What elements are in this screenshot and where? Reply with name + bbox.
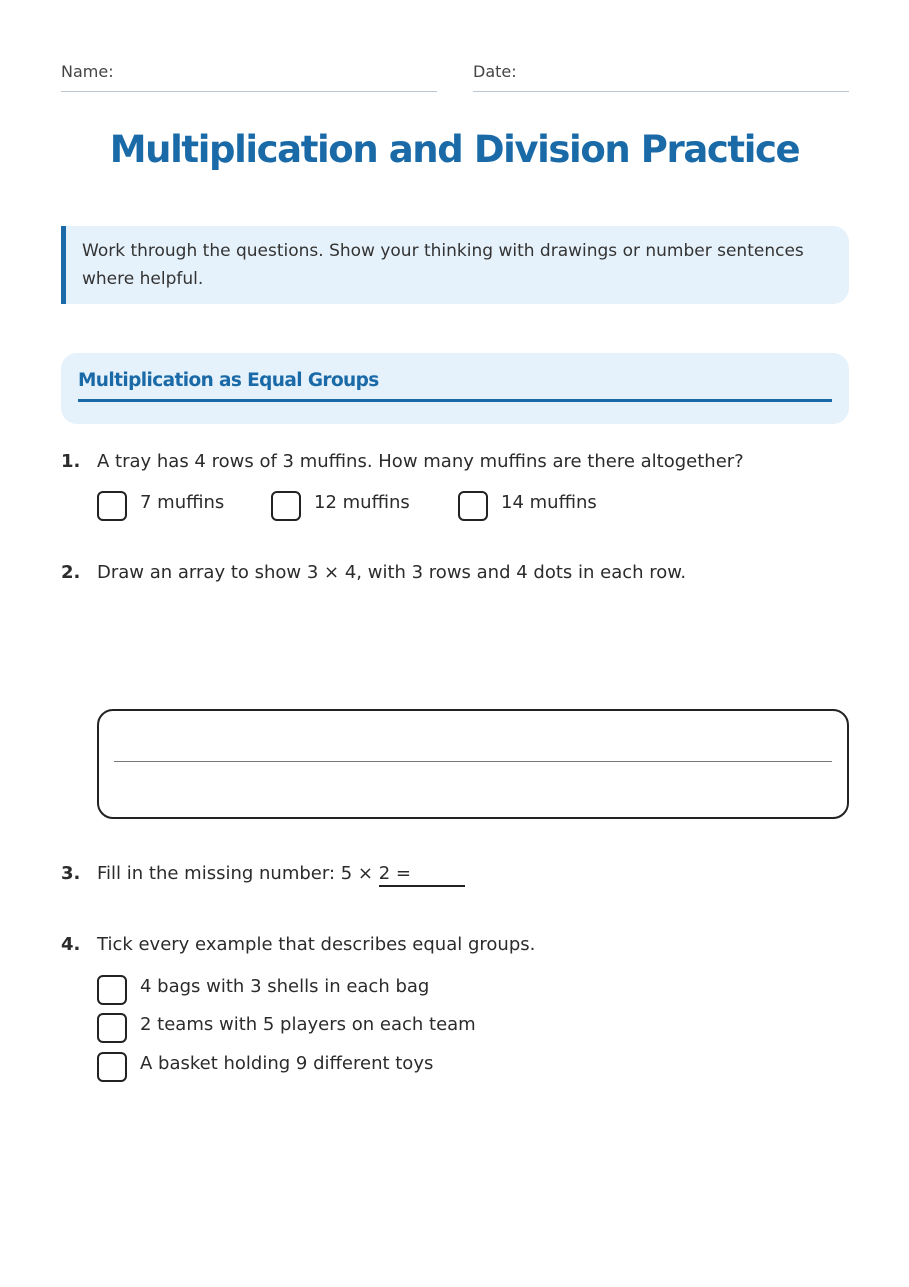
question-number: 1.	[61, 451, 81, 472]
name-label: Name:	[61, 62, 114, 81]
checkbox[interactable]	[458, 491, 488, 521]
section-header	[61, 353, 849, 424]
checkbox[interactable]	[97, 1052, 127, 1082]
question-number: 2.	[61, 562, 81, 583]
date-field[interactable]	[473, 62, 849, 92]
section-title: Multiplication as Equal Groups	[78, 370, 832, 402]
page-title: Multiplication and Division Practice	[109, 128, 800, 171]
date-label: Date:	[473, 62, 517, 81]
option-label: 14 muffins	[501, 492, 597, 513]
answer-blank[interactable]	[379, 885, 465, 887]
question-text: Draw an array to show 3 × 4, with 3 rows and 4 dots in each row.	[97, 562, 687, 583]
question-text: Fill in the missing number: 5 × 2 =	[97, 863, 411, 884]
answer-box[interactable]	[97, 709, 849, 819]
question-text: Tick every example that describes equal groups.	[97, 934, 536, 955]
option-label: 12 muffins	[314, 492, 410, 513]
answer-line	[114, 761, 832, 762]
checkbox[interactable]	[97, 491, 127, 521]
question-number: 4.	[61, 934, 81, 955]
checkbox[interactable]	[97, 1013, 127, 1043]
checkbox[interactable]	[271, 491, 301, 521]
option-label: 2 teams with 5 players on each team	[140, 1014, 476, 1035]
name-field[interactable]	[61, 62, 437, 92]
option-label: 4 bags with 3 shells in each bag	[140, 976, 430, 997]
checkbox[interactable]	[97, 975, 127, 1005]
question-text: A tray has 4 rows of 3 muffins. How many muffins are there altogether?	[97, 451, 744, 472]
instructions-callout: Work through the questions. Show your thinking with drawings or number sentences where helpful.	[61, 226, 849, 304]
option-label: A basket holding 9 different toys	[140, 1053, 434, 1074]
option-label: 7 muffins	[140, 492, 225, 513]
question-number: 3.	[61, 863, 81, 884]
